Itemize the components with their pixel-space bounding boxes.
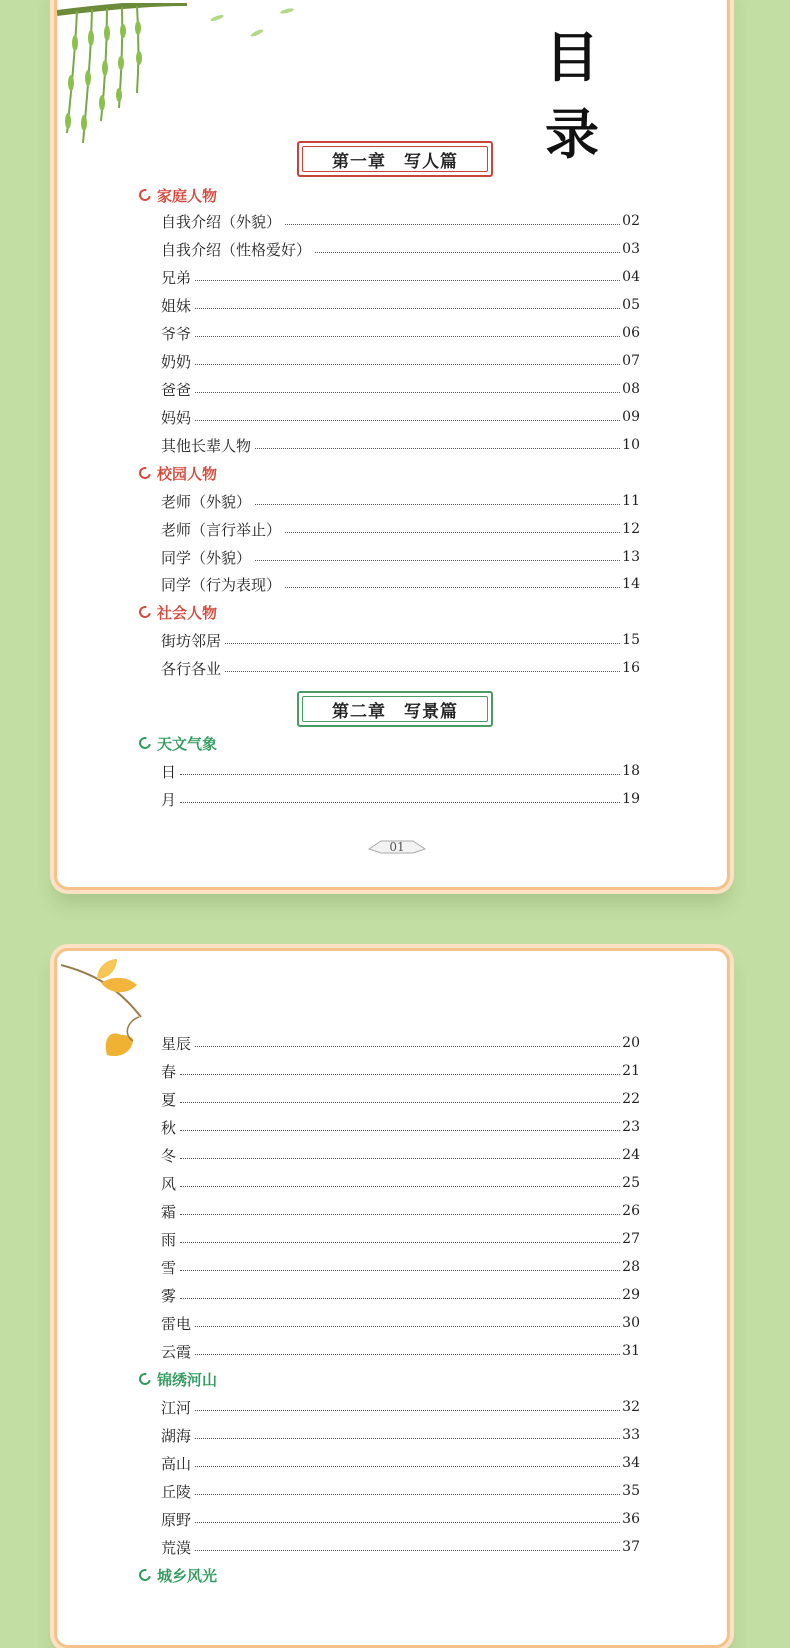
entry-page: 30 (622, 1315, 640, 1331)
entry-label: 雪 (161, 1258, 177, 1277)
section-label: 天文气象 (157, 734, 218, 753)
toc-entry[interactable] (161, 1227, 640, 1251)
leader-dots (180, 1158, 620, 1159)
toc-entry[interactable] (161, 237, 640, 261)
entry-page: 35 (622, 1483, 640, 1499)
leader-dots (195, 280, 620, 281)
leader-dots (285, 224, 620, 225)
toc-entry[interactable] (161, 1059, 640, 1083)
swirl-icon (137, 1567, 153, 1583)
toc-entry[interactable] (161, 1115, 640, 1139)
section-label: 城乡风光 (157, 1566, 218, 1585)
entry-label: 兄弟 (161, 268, 192, 287)
entry-page: 34 (622, 1455, 640, 1471)
leader-dots (195, 308, 620, 309)
entry-page: 03 (622, 241, 640, 257)
willow-branch-icon (57, 3, 307, 153)
toc-entry[interactable] (161, 1535, 640, 1559)
section-label: 社会人物 (157, 603, 218, 622)
section-label: 锦绣河山 (157, 1370, 218, 1389)
section-heading (139, 600, 217, 624)
leader-dots (180, 1214, 620, 1215)
leader-dots (195, 1046, 620, 1047)
entry-page: 09 (622, 409, 640, 425)
entry-page: 10 (622, 437, 640, 453)
section-label: 校园人物 (157, 464, 218, 483)
leader-dots (225, 643, 620, 644)
entry-page: 37 (622, 1539, 640, 1555)
entry-page: 08 (622, 381, 640, 397)
toc-entry[interactable] (161, 787, 640, 811)
leader-dots (180, 802, 620, 803)
leader-dots (285, 587, 620, 588)
leader-dots (225, 671, 620, 672)
toc-entry[interactable] (161, 1171, 640, 1195)
page-number-text: 01 (389, 840, 405, 854)
toc-entry[interactable] (161, 405, 640, 429)
entry-label: 丘陵 (161, 1482, 192, 1501)
leader-dots (315, 252, 620, 253)
entry-page: 31 (622, 1343, 640, 1359)
entry-label: 星辰 (161, 1034, 192, 1053)
entry-page: 19 (622, 791, 640, 807)
leader-dots (255, 448, 620, 449)
toc-entry[interactable] (161, 489, 640, 513)
entry-page: 25 (622, 1175, 640, 1191)
leader-dots (180, 1270, 620, 1271)
toc-entry[interactable] (161, 1507, 640, 1531)
entry-page: 16 (622, 660, 640, 676)
entry-page: 18 (622, 763, 640, 779)
entry-label: 冬 (161, 1146, 177, 1165)
leader-dots (285, 532, 620, 533)
entry-page: 21 (622, 1063, 640, 1079)
entry-page: 13 (622, 549, 640, 565)
toc-entry[interactable] (161, 1339, 640, 1363)
leader-dots (180, 1186, 620, 1187)
entry-page: 14 (622, 576, 640, 592)
toc-entry[interactable] (161, 628, 640, 652)
swirl-icon (137, 604, 153, 620)
entry-label: 湖海 (161, 1426, 192, 1445)
entry-page: 02 (622, 213, 640, 229)
entry-label: 各行各业 (161, 659, 222, 678)
toc-entry[interactable] (161, 265, 640, 289)
leader-dots (180, 774, 620, 775)
section-heading (139, 1367, 217, 1391)
entry-page: 32 (622, 1399, 640, 1415)
entry-label: 自我介绍（外貌） (161, 212, 282, 231)
swirl-icon (137, 465, 153, 481)
entry-label: 江河 (161, 1398, 192, 1417)
leader-dots (195, 1550, 620, 1551)
entry-label: 月 (161, 790, 177, 809)
toc-entry[interactable] (161, 293, 640, 317)
entry-page: 06 (622, 325, 640, 341)
section-heading (139, 731, 217, 755)
entry-label: 爷爷 (161, 324, 192, 343)
toc-entry[interactable] (161, 433, 640, 457)
swirl-icon (137, 735, 153, 751)
leader-dots (195, 364, 620, 365)
leader-dots (195, 1354, 620, 1355)
entry-label: 雷电 (161, 1314, 192, 1333)
entry-page: 04 (622, 269, 640, 285)
section-heading (139, 461, 217, 485)
toc-entry[interactable] (161, 1311, 640, 1335)
entry-label: 老师（外貌） (161, 492, 252, 511)
toc-entry[interactable] (161, 1199, 640, 1223)
toc-entry[interactable] (161, 209, 640, 233)
entry-page: 15 (622, 632, 640, 648)
entry-page: 27 (622, 1231, 640, 1247)
entry-page: 26 (622, 1203, 640, 1219)
toc-page-2 (54, 948, 730, 1648)
toc-entry[interactable] (161, 1143, 640, 1167)
entry-label: 街坊邻居 (161, 631, 222, 650)
entry-label: 荒漠 (161, 1538, 192, 1557)
entry-label: 姐妹 (161, 296, 192, 315)
toc-entry[interactable] (161, 1087, 640, 1111)
entry-label: 妈妈 (161, 408, 192, 427)
entry-label: 爸爸 (161, 380, 192, 399)
leader-dots (195, 1410, 620, 1411)
section-heading (139, 1563, 217, 1587)
leader-dots (180, 1074, 620, 1075)
entry-page: 05 (622, 297, 640, 313)
chapter-label: 第一章 写人篇 (332, 151, 458, 172)
leader-dots (180, 1242, 620, 1243)
toc-entry[interactable] (161, 545, 640, 569)
entry-label: 自我介绍（性格爱好） (161, 240, 312, 259)
entry-page: 24 (622, 1147, 640, 1163)
leader-dots (195, 420, 620, 421)
entry-page: 33 (622, 1427, 640, 1443)
entry-page: 36 (622, 1511, 640, 1527)
toc-entry[interactable] (161, 1283, 640, 1307)
entry-label: 同学（外貌） (161, 548, 252, 567)
toc-entry[interactable] (161, 1395, 640, 1419)
leader-dots (195, 1326, 620, 1327)
leader-dots (195, 1494, 620, 1495)
leader-dots (195, 336, 620, 337)
entry-label: 霜 (161, 1202, 177, 1221)
entry-label: 奶奶 (161, 352, 192, 371)
section-label: 家庭人物 (157, 186, 218, 205)
entry-page: 29 (622, 1287, 640, 1303)
entry-label: 秋 (161, 1118, 177, 1137)
entry-label: 雨 (161, 1230, 177, 1249)
entry-label: 高山 (161, 1454, 192, 1473)
toc-entry[interactable] (161, 1031, 640, 1055)
toc-entry[interactable] (161, 517, 640, 541)
entry-label: 其他长辈人物 (161, 436, 252, 455)
ginkgo-leaf-icon (61, 955, 161, 1065)
entry-label: 老师（言行举止） (161, 520, 282, 539)
entry-page: 28 (622, 1259, 640, 1275)
page-number (367, 837, 427, 857)
leader-dots (255, 560, 620, 561)
entry-label: 雾 (161, 1286, 177, 1305)
leader-dots (195, 1522, 620, 1523)
entry-label: 云霞 (161, 1342, 192, 1361)
toc-entry[interactable] (161, 572, 640, 596)
entry-page: 07 (622, 353, 640, 369)
toc-page-1 (54, 0, 730, 890)
entry-label: 原野 (161, 1510, 192, 1529)
toc-entry[interactable] (161, 1479, 640, 1503)
toc-entry[interactable] (161, 1255, 640, 1279)
chapter-label: 第二章 写景篇 (332, 701, 458, 722)
toc-entry[interactable] (161, 656, 640, 680)
entry-page: 22 (622, 1091, 640, 1107)
toc-entry[interactable] (161, 1451, 640, 1475)
swirl-icon (137, 1371, 153, 1387)
leader-dots (255, 504, 620, 505)
entry-page: 12 (622, 521, 640, 537)
toc-entry[interactable] (161, 349, 640, 373)
toc-entry[interactable] (161, 1423, 640, 1447)
section-heading (139, 183, 217, 207)
leader-dots (195, 1438, 620, 1439)
chapter-heading (297, 691, 493, 727)
entry-page: 23 (622, 1119, 640, 1135)
chapter-heading (297, 141, 493, 177)
leader-dots (180, 1130, 620, 1131)
toc-entry[interactable] (161, 759, 640, 783)
swirl-icon (137, 187, 153, 203)
entry-page: 11 (622, 493, 640, 509)
entry-label: 日 (161, 762, 177, 781)
entry-label: 春 (161, 1062, 177, 1081)
toc-entry[interactable] (161, 377, 640, 401)
leader-dots (195, 1466, 620, 1467)
leader-dots (180, 1102, 620, 1103)
entry-label: 夏 (161, 1090, 177, 1109)
page-title: 目 录 (545, 26, 627, 166)
entry-label: 同学（行为表现） (161, 575, 282, 594)
toc-entry[interactable] (161, 321, 640, 345)
leader-dots (180, 1298, 620, 1299)
entry-page: 20 (622, 1035, 640, 1051)
leader-dots (195, 392, 620, 393)
entry-label: 风 (161, 1174, 177, 1193)
